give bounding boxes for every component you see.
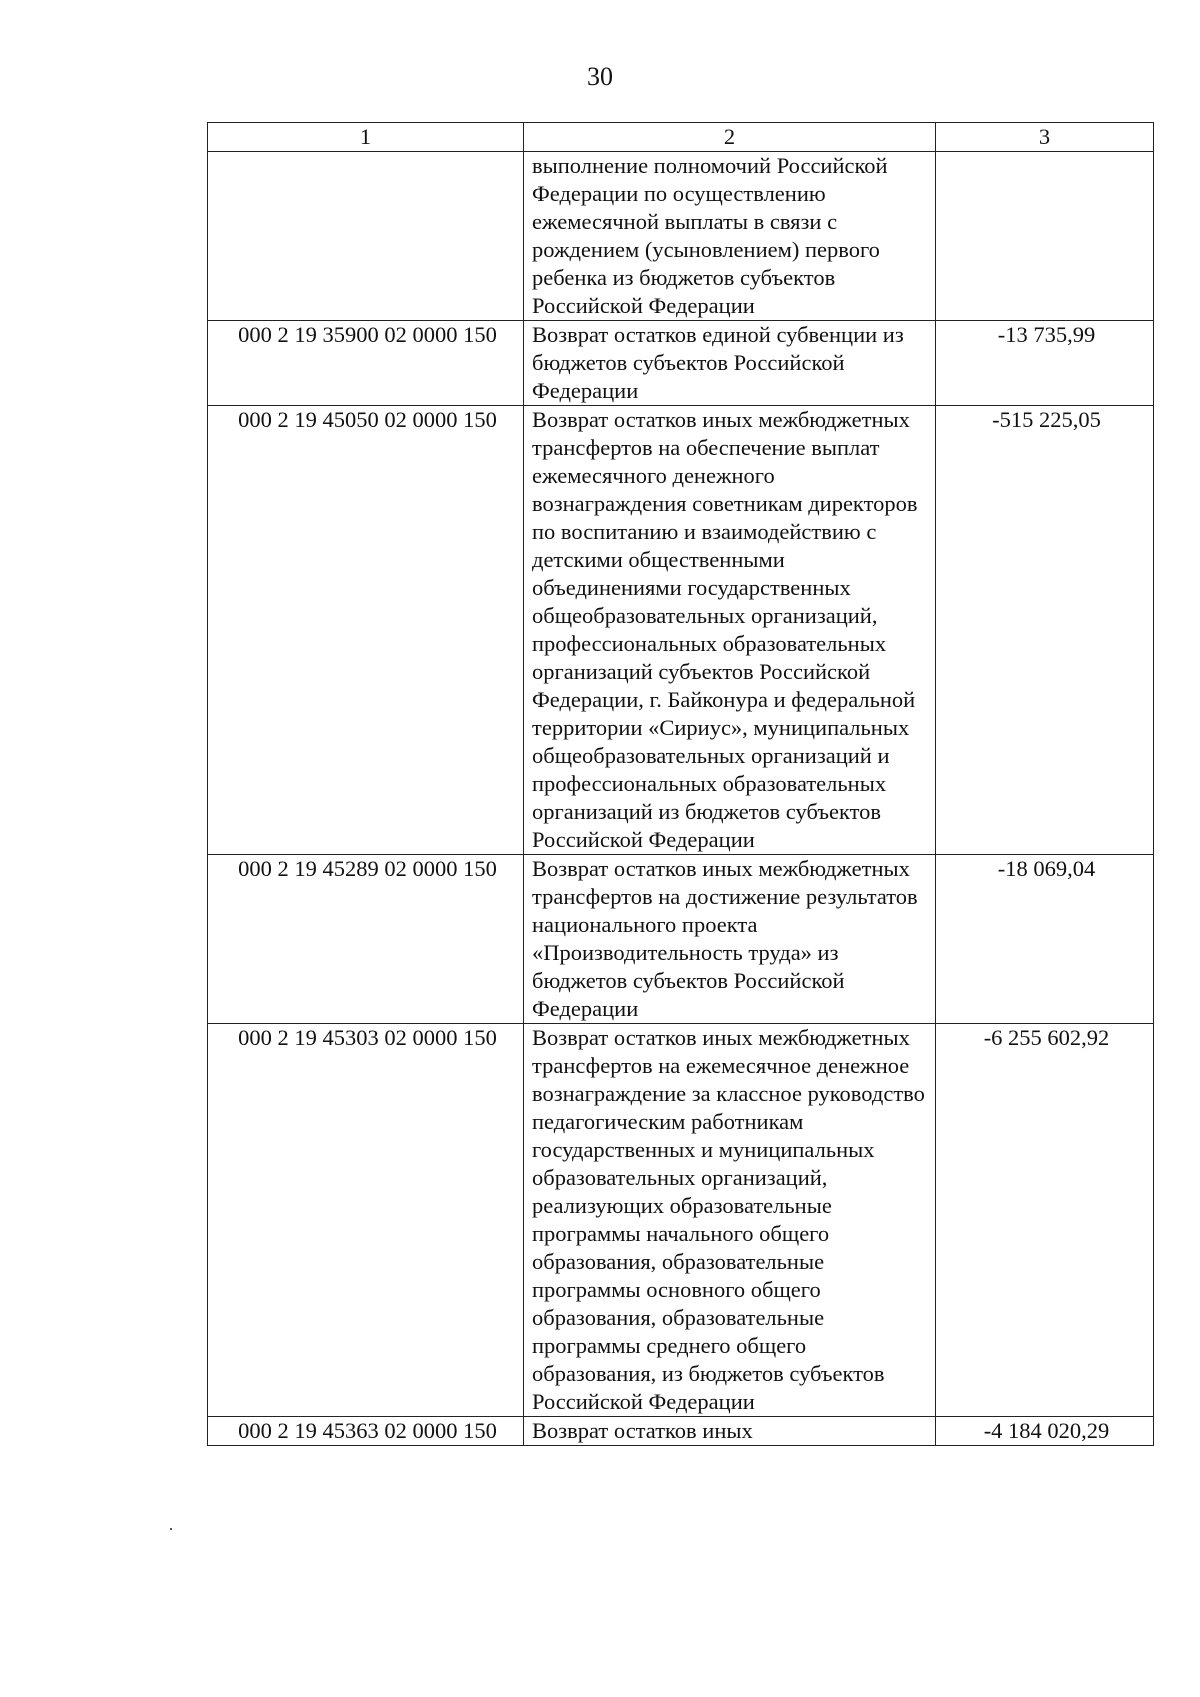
budget-code-cell [208, 152, 524, 321]
amount-cell: -4 184 020,29 [936, 1417, 1154, 1446]
column-header-amount: 3 [936, 123, 1154, 152]
budget-code-cell: 000 2 19 45050 02 0000 150 [208, 406, 524, 855]
table-row [208, 1417, 1154, 1446]
table-row [208, 321, 1154, 406]
table-row [208, 406, 1154, 855]
description-cell: выполнение полномочий Российской Федерации по осуществлению ежемесячной выплаты в связи с рождением (усыновлением) первого ребенка из бюджетов субъектов Российской Федерации [524, 152, 936, 321]
budget-code-cell: 000 2 19 45363 02 0000 150 [208, 1417, 524, 1446]
amount-cell: -6 255 602,92 [936, 1024, 1154, 1417]
budget-code-cell: 000 2 19 45303 02 0000 150 [208, 1024, 524, 1417]
description-cell: Возврат остатков иных [524, 1417, 936, 1446]
description-cell: Возврат остатков иных межбюджетных трансфертов на обеспечение выплат ежемесячного денежного вознаграждения советникам директоров по воспитанию и взаимодействию с детскими общественными объединениями государственных общеобразовательных организаций, профессиональных образовательных организаций субъектов Российской Федерации, г. Байконура и федеральной территории «Сириус», муниципальных общеобразовательных организаций и профессиональных образовательных организаций из бюджетов субъектов Российской Федерации [524, 406, 936, 855]
table-row [208, 855, 1154, 1024]
page-number: 30 [587, 62, 613, 91]
column-header-description: 2 [524, 123, 936, 152]
description-cell: Возврат остатков иных межбюджетных трансфертов на достижение результатов национального проекта «Производительность труда» из бюджетов субъектов Российской Федерации [524, 855, 936, 1024]
scan-speck [170, 1528, 172, 1530]
table-row [208, 1024, 1154, 1417]
amount-cell: -515 225,05 [936, 406, 1154, 855]
description-cell: Возврат остатков единой субвенции из бюджетов субъектов Российской Федерации [524, 321, 936, 406]
budget-code-cell: 000 2 19 35900 02 0000 150 [208, 321, 524, 406]
budget-code-cell: 000 2 19 45289 02 0000 150 [208, 855, 524, 1024]
budget-table [207, 122, 1154, 1446]
table-header-row [208, 123, 1154, 152]
column-header-code: 1 [208, 123, 524, 152]
amount-cell [936, 152, 1154, 321]
table-row [208, 152, 1154, 321]
description-cell: Возврат остатков иных межбюджетных трансфертов на ежемесячное денежное вознаграждение за классное руководство педагогическим работникам государственных и муниципальных образовательных организаций, реализующих образовательные программы начального общего образования, образовательные программы основного общего образования, образовательные программы среднего общего образования, из бюджетов субъектов Российской Федерации [524, 1024, 936, 1417]
amount-cell: -18 069,04 [936, 855, 1154, 1024]
amount-cell: -13 735,99 [936, 321, 1154, 406]
